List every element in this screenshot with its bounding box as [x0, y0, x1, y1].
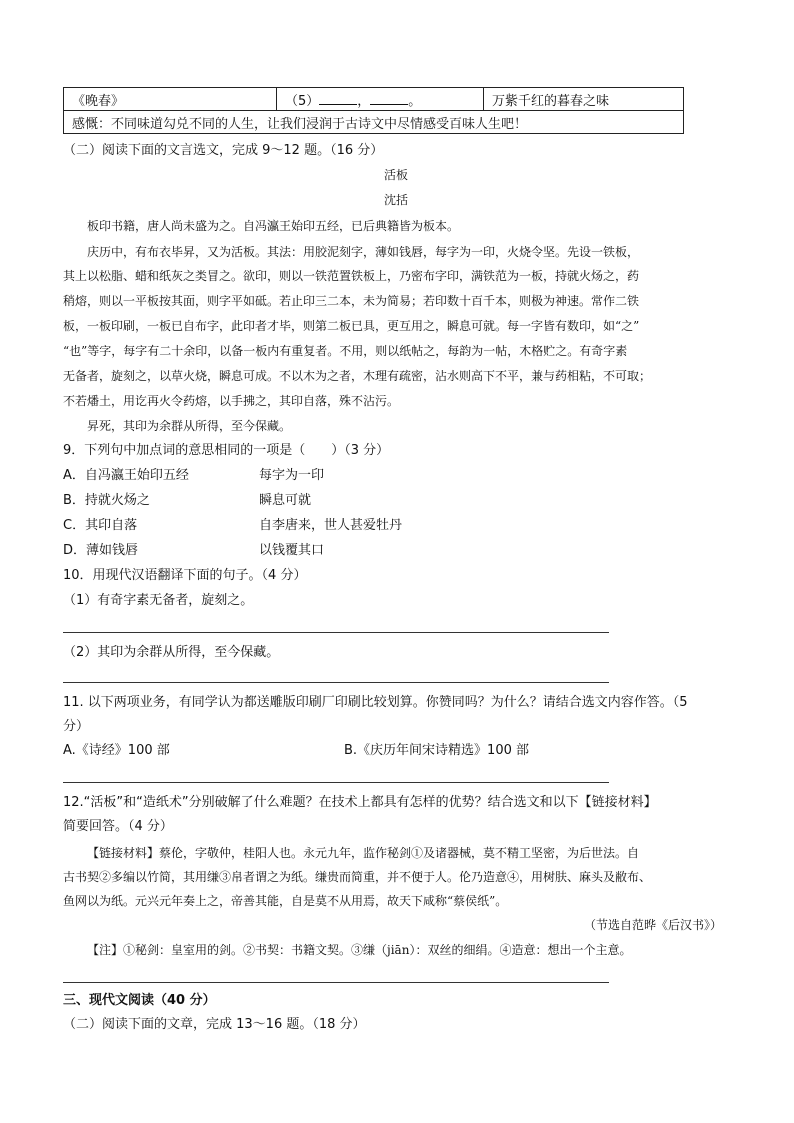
answer-line[interactable]	[63, 632, 609, 633]
blank-separator: ，	[357, 93, 371, 109]
translate-sentence-2: （2）其印为余群从所得，至今保藏。	[63, 645, 280, 660]
table-cell-summary: 感慨：不同味道勾兑不同的人生，让我们浸润于古诗文中尽情感受百味人生吧！	[64, 111, 684, 134]
table-row	[64, 111, 684, 134]
annotation-notes: 【注】①秘剑：皇室用的剑。②书契：书籍文契。③缣（jiān）：双丝的细绢。④造意：想出一个主意。	[87, 943, 632, 957]
passage-line: “也”等字，每字有二十余印，以备一板内有重复者。不用，则以纸帖之，每韵为一帖，木格贮之。有奇字素	[63, 344, 628, 358]
blank-end: 。	[408, 93, 422, 109]
passage-author: 沈括	[384, 193, 409, 207]
option-a[interactable]: A．自冯瀛王始印五经	[63, 468, 189, 483]
blank-line[interactable]	[319, 92, 357, 105]
passage-line: 庆历中，有布衣毕昇，又为活板。其法：用胶泥刻字，薄如钱唇，每字为一印，火烧令坚。先设一铁板，	[87, 245, 640, 259]
passage-line: 不若燔土，用讫再火令药熔，以手拂之，其印自落，殊不沾污。	[63, 394, 400, 408]
table-row	[64, 88, 684, 111]
section-intro: （二）阅读下面的文言选文，完成 9～12 题。（16 分）	[63, 143, 384, 158]
blank-label: （5）	[285, 93, 320, 109]
source-citation: （节选自范晔《后汉书》）	[583, 918, 722, 932]
answer-line[interactable]	[63, 682, 609, 683]
passage-paragraph: 板印书籍，唐人尚未盛为之。自冯瀛王始印五经，已后典籍皆为板本。	[87, 219, 460, 233]
poem-table	[63, 87, 684, 134]
question-12-stem: 12.“活板”和“造纸术”分别破解了什么难题？在技术上都具有怎样的优势？结合选文和以下【链接材料】	[63, 795, 657, 810]
option-d-pair: 以钱覆其口	[259, 543, 325, 558]
table-cell: 万紫千红的暮春之味	[484, 88, 684, 111]
blank-line[interactable]	[370, 92, 408, 105]
option-a: A.《诗经》100 部	[63, 743, 170, 758]
option-b-pair: 瞬息可就	[259, 493, 312, 508]
table-cell-fill-blank[interactable]	[277, 88, 484, 111]
passage-paragraph: 昇死，其印为余群从所得，至今保藏。	[87, 419, 292, 433]
option-d[interactable]: D．薄如钱唇	[63, 543, 139, 558]
option-c-pair: 自李唐来，世人甚爱牡丹	[259, 518, 403, 533]
section-intro: （二）阅读下面的文章，完成 13～16 题。（18 分）	[63, 1017, 366, 1032]
link-material-line: 古书契②多编以竹简，其用缣③帛者谓之为纸。缣贵而简重，并不便于人。伦乃造意④，用树肤、麻头及敝布、	[63, 870, 652, 884]
question-12-stem-cont: 简要回答。（4 分）	[63, 819, 173, 834]
answer-line[interactable]	[63, 982, 609, 983]
link-material-line: 【链接材料】蔡伦，字敬仲，桂阳人也。永元九年，监作秘剑①及诸器械，莫不精工坚密，为后世法。自	[87, 846, 640, 860]
passage-line: 其上以松脂、蜡和纸灰之类冒之。欲印，则以一铁范置铁板上，乃密布字印，满铁范为一板，持就火炀之，药	[63, 269, 640, 283]
question-11-stem: 11. 以下两项业务，有同学认为都送雕版印刷厂印刷比较划算。你赞同吗？为什么？请结合选文内容作答。（5	[63, 695, 688, 710]
question-9-stem: 9．下列句中加点词的意思相同的一项是（ ）（3 分）	[63, 443, 390, 458]
question-10-stem: 10．用现代汉语翻译下面的句子。（4 分）	[63, 568, 307, 583]
option-b[interactable]: B．持就火炀之	[63, 493, 150, 508]
question-11-stem-cont: 分）	[63, 719, 90, 734]
translate-sentence-1: （1）有奇字素无备者，旋刻之。	[63, 593, 254, 608]
answer-line[interactable]	[63, 782, 609, 783]
link-material-line: 鱼网以为纸。元兴元年奏上之，帝善其能，自是莫不从用焉，故天下咸称“蔡侯纸”。	[63, 894, 508, 908]
option-b: B.《庆历年间宋诗精选》100 部	[344, 743, 529, 758]
option-a-pair: 每字为一印	[259, 468, 325, 483]
passage-line: 稍熔，则以一平板按其面，则字平如砥。若止印三二本，未为简易；若印数十百千本，则极为神速。常作二铁	[63, 294, 640, 308]
section-heading: 三、现代文阅读（40 分）	[63, 993, 216, 1008]
passage-line: 无备者，旋刻之，以草火烧，瞬息可成。不以木为之者，木理有疏密，沾水则高下不平，兼与药相粘，不可取；	[63, 369, 652, 383]
passage-line: 板，一板印刷，一板已自布字，此印者才毕，则第二板已具，更互用之，瞬息可就。每一字皆有数印，如“之”	[63, 319, 640, 333]
table-cell: 《晚春》	[64, 88, 277, 111]
option-c[interactable]: C．其印自落	[63, 518, 138, 533]
passage-title: 活板	[384, 168, 409, 182]
